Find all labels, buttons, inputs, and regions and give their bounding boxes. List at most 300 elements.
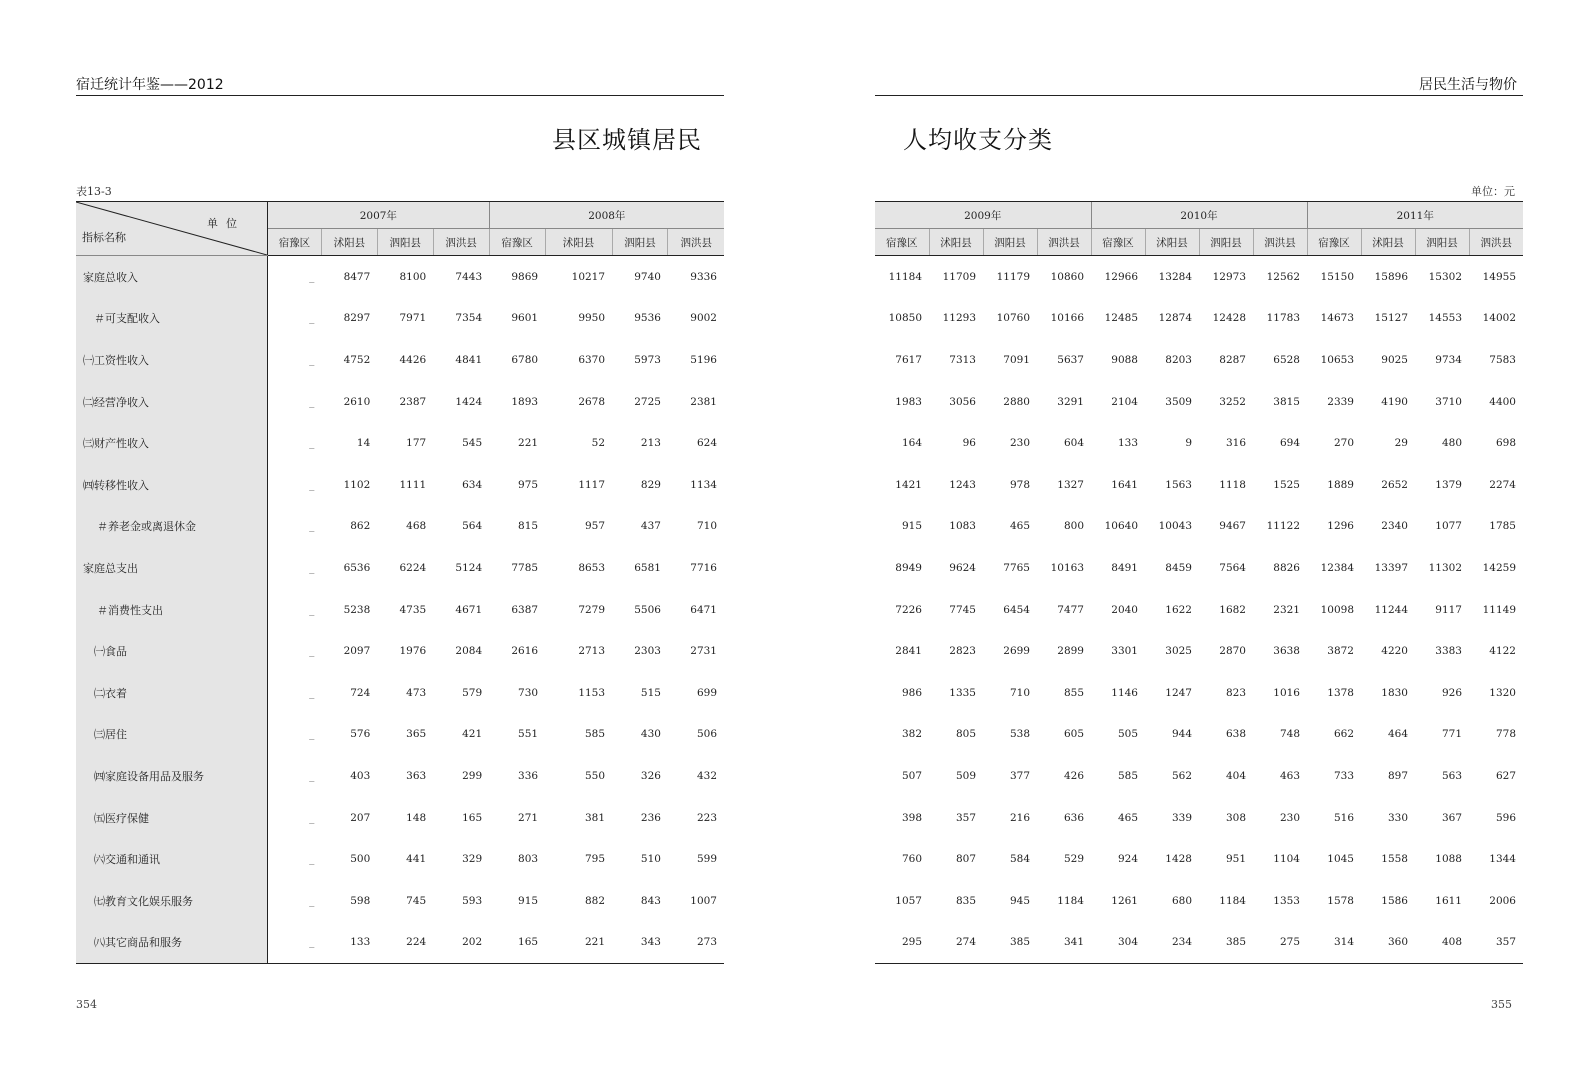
data-cell: _ — [309, 270, 315, 283]
data-cell: 604 — [1063, 437, 1084, 450]
data-cell: 336 — [518, 769, 539, 782]
data-cell: 699 — [696, 686, 717, 699]
data-cell: 805 — [955, 728, 976, 741]
row-label: ＃可支配收入 — [76, 298, 268, 340]
data-cell: 329 — [462, 853, 483, 866]
data-cell: 529 — [1063, 853, 1084, 866]
data-cell: 680 — [1171, 894, 1192, 907]
table-row — [875, 256, 1523, 298]
data-cell: 662 — [1333, 728, 1354, 741]
data-cell: 3638 — [1273, 645, 1300, 658]
data-cell: 177 — [406, 437, 427, 450]
data-cell: 724 — [350, 686, 371, 699]
data-cell: 14553 — [1428, 312, 1462, 325]
table-row — [875, 298, 1523, 340]
data-cell: 563 — [1441, 769, 1462, 782]
data-cell: 13397 — [1374, 561, 1408, 574]
data-cell: 550 — [585, 769, 606, 782]
data-cell: 5637 — [1057, 353, 1084, 366]
data-cell: 271 — [518, 811, 539, 824]
data-cell: 500 — [350, 853, 371, 866]
table-row — [875, 339, 1523, 381]
data-cell: 12966 — [1104, 270, 1138, 283]
data-cell: 314 — [1307, 922, 1361, 964]
data-cell: 975 — [518, 478, 539, 491]
data-cell: 733 — [1333, 769, 1354, 782]
data-cell: 15302 — [1428, 270, 1462, 283]
table-row — [875, 880, 1523, 922]
data-cell: 1184 — [1057, 894, 1084, 907]
data-cell: 5196 — [690, 353, 717, 366]
data-cell: 3815 — [1273, 395, 1300, 408]
data-cell: 2321 — [1273, 603, 1300, 616]
data-cell: 367 — [1441, 811, 1462, 824]
data-cell: 551 — [518, 728, 539, 741]
data-cell: 12874 — [1158, 312, 1192, 325]
data-cell: 6528 — [1273, 353, 1300, 366]
data-cell: 96 — [962, 437, 976, 450]
table-row — [76, 797, 724, 839]
data-cell: 1983 — [895, 395, 922, 408]
data-cell: 1102 — [343, 478, 371, 491]
data-cell: 915 — [518, 894, 539, 907]
data-cell: _ — [309, 728, 315, 741]
data-cell: 710 — [1009, 686, 1030, 699]
data-cell: 10640 — [1104, 520, 1138, 533]
data-cell: 1586 — [1381, 894, 1408, 907]
data-cell: 9002 — [690, 312, 717, 325]
data-cell: 10043 — [1158, 520, 1192, 533]
data-cell: 1830 — [1381, 686, 1408, 699]
data-cell: 339 — [1171, 811, 1192, 824]
row-label: ㈡经营净收入 — [76, 381, 268, 423]
data-cell: 5973 — [634, 353, 661, 366]
data-cell: 1976 — [399, 645, 427, 658]
corner-unit-label: 单位 — [207, 217, 245, 230]
data-cell: 398 — [901, 811, 922, 824]
table-row — [76, 381, 724, 423]
data-cell: 585 — [1117, 769, 1138, 782]
county-header: 泗洪县 — [668, 229, 724, 256]
data-cell: _ — [309, 478, 315, 491]
data-cell: 295 — [875, 922, 929, 964]
data-cell: 2725 — [634, 395, 661, 408]
data-cell: 274 — [929, 922, 983, 964]
data-cell: 800 — [1063, 520, 1084, 533]
data-cell: 12384 — [1320, 561, 1354, 574]
data-cell: 8297 — [343, 312, 371, 325]
data-cell: 10653 — [1320, 353, 1354, 366]
data-cell: 1083 — [949, 520, 976, 533]
data-cell: 862 — [350, 520, 371, 533]
county-header: 沭阳县 — [545, 229, 612, 256]
data-cell: 1563 — [1165, 478, 1192, 491]
county-header: 泗洪县 — [1037, 229, 1091, 256]
data-cell: 9336 — [690, 270, 717, 283]
data-cell: 216 — [1009, 811, 1030, 824]
data-cell: 944 — [1171, 728, 1192, 741]
row-label: 家庭总收入 — [76, 256, 268, 298]
data-cell: 11184 — [888, 270, 922, 283]
data-cell: 760 — [901, 853, 922, 866]
data-cell: 4220 — [1381, 645, 1408, 658]
year-header: 2009年 — [875, 202, 1091, 229]
data-cell: 3252 — [1219, 395, 1246, 408]
data-cell: 6780 — [511, 353, 539, 366]
data-cell: 6224 — [399, 561, 427, 574]
row-label: ㈣家庭设备用品及服务 — [76, 755, 268, 797]
data-cell: 882 — [585, 894, 606, 907]
county-header: 泗阳县 — [612, 229, 668, 256]
table-row — [76, 672, 724, 714]
data-cell: 473 — [406, 686, 427, 699]
data-cell: 148 — [406, 811, 427, 824]
data-cell: 1344 — [1489, 853, 1516, 866]
data-cell: 1889 — [1327, 478, 1354, 491]
data-cell: 224 — [377, 922, 433, 964]
data-cell: 815 — [518, 520, 539, 533]
data-cell: 4190 — [1381, 395, 1408, 408]
data-cell: _ — [268, 922, 322, 964]
data-cell: 2870 — [1219, 645, 1246, 658]
data-cell: 843 — [640, 894, 661, 907]
table-row — [875, 672, 1523, 714]
data-cell: _ — [309, 686, 315, 699]
data-cell: 404 — [1225, 769, 1246, 782]
data-cell: 230 — [1279, 811, 1300, 824]
data-cell: 11302 — [1428, 561, 1462, 574]
right-page-number: 355 — [1491, 998, 1512, 1011]
data-cell: 1611 — [1435, 894, 1462, 907]
data-cell: _ — [309, 769, 315, 782]
data-cell: 509 — [955, 769, 976, 782]
data-cell: 6581 — [634, 561, 661, 574]
data-cell: 2104 — [1111, 395, 1138, 408]
data-cell: 10098 — [1320, 603, 1354, 616]
data-cell: 7091 — [1003, 353, 1030, 366]
data-cell: 516 — [1333, 811, 1354, 824]
data-cell: 1525 — [1273, 478, 1300, 491]
data-cell: 2616 — [511, 645, 539, 658]
data-cell: 545 — [462, 437, 483, 450]
table-row — [76, 880, 724, 922]
table-row — [875, 506, 1523, 548]
data-cell: 299 — [462, 769, 483, 782]
right-page-header: 居民生活与物价 — [1419, 77, 1517, 93]
data-cell: 1379 — [1435, 478, 1462, 491]
data-cell: 8203 — [1165, 353, 1192, 366]
data-cell: 52 — [591, 437, 606, 450]
data-cell: 14673 — [1320, 312, 1354, 325]
table-row — [875, 838, 1523, 880]
data-cell: 4752 — [343, 353, 371, 366]
table-row — [76, 589, 724, 631]
data-cell: 10217 — [571, 270, 606, 283]
data-cell: 1622 — [1165, 603, 1192, 616]
row-label: ㈠食品 — [76, 630, 268, 672]
row-label: ＃养老金或离退休金 — [76, 506, 268, 548]
left-page-title: 县区城镇居民 — [552, 126, 702, 154]
data-cell: 2699 — [1003, 645, 1030, 658]
data-cell: 465 — [1117, 811, 1138, 824]
data-cell: 2731 — [690, 645, 717, 658]
data-cell: 694 — [1279, 437, 1300, 450]
data-cell: 1353 — [1273, 894, 1300, 907]
data-cell: 316 — [1225, 437, 1246, 450]
row-label: ㈣转移性收入 — [76, 464, 268, 506]
data-cell: 6387 — [511, 603, 539, 616]
data-cell: 7785 — [511, 561, 539, 574]
data-cell: 507 — [901, 769, 922, 782]
left-data-table — [76, 201, 724, 964]
row-label: ＃消费性支出 — [76, 589, 268, 631]
data-cell: 4122 — [1489, 645, 1516, 658]
data-cell: 468 — [406, 520, 427, 533]
data-cell: 9869 — [511, 270, 539, 283]
data-cell: 464 — [1387, 728, 1408, 741]
data-cell: _ — [309, 561, 315, 574]
data-cell: 463 — [1279, 769, 1300, 782]
data-cell: 426 — [1063, 769, 1084, 782]
table-row — [76, 464, 724, 506]
data-cell: 9740 — [634, 270, 661, 283]
data-cell: 897 — [1387, 769, 1408, 782]
table-number: 表13-3 — [76, 185, 112, 198]
data-cell: 15896 — [1374, 270, 1408, 283]
table-row — [76, 547, 724, 589]
data-cell: 579 — [462, 686, 483, 699]
table-row — [875, 589, 1523, 631]
data-cell: 2678 — [578, 395, 606, 408]
data-cell: 9117 — [1435, 603, 1462, 616]
county-header: 宿豫区 — [875, 229, 929, 256]
data-cell: 3872 — [1327, 645, 1354, 658]
data-cell: 3301 — [1111, 645, 1138, 658]
data-cell: 3710 — [1435, 395, 1462, 408]
data-cell: 7745 — [949, 603, 976, 616]
data-cell: 1117 — [578, 478, 606, 491]
data-cell: 745 — [406, 894, 427, 907]
data-cell: 1378 — [1327, 686, 1354, 699]
right-page-title: 人均收支分类 — [903, 126, 1053, 154]
data-cell: 304 — [1091, 922, 1145, 964]
data-cell: 377 — [1009, 769, 1030, 782]
data-cell: 2274 — [1489, 478, 1516, 491]
data-cell: 408 — [1415, 922, 1469, 964]
data-cell: _ — [309, 437, 315, 450]
table-row — [875, 922, 1523, 964]
data-cell: 2387 — [399, 395, 427, 408]
corner-name-label: 指标名称 — [82, 231, 126, 244]
table-row — [76, 630, 724, 672]
data-cell: 9025 — [1381, 353, 1408, 366]
data-cell: 12428 — [1212, 312, 1246, 325]
data-cell: 5238 — [343, 603, 371, 616]
data-cell: 164 — [901, 437, 922, 450]
county-header: 泗洪县 — [1469, 229, 1523, 256]
data-cell: 8459 — [1165, 561, 1192, 574]
data-cell: 14259 — [1482, 561, 1516, 574]
data-cell: 133 — [321, 922, 377, 964]
data-cell: 795 — [585, 853, 606, 866]
data-cell: 385 — [1199, 922, 1253, 964]
data-cell: 1077 — [1435, 520, 1462, 533]
data-cell: 624 — [696, 437, 717, 450]
data-cell: 803 — [518, 853, 539, 866]
table-row — [76, 838, 724, 880]
data-cell: 6471 — [690, 603, 717, 616]
data-cell: 7226 — [895, 603, 922, 616]
county-header: 宿豫区 — [1091, 229, 1145, 256]
data-cell: 10850 — [888, 312, 922, 325]
data-cell: 382 — [901, 728, 922, 741]
left-page-header: 宿迁统计年鉴——2012 — [76, 77, 224, 93]
data-cell: 8653 — [578, 561, 606, 574]
year-header: 2008年 — [489, 202, 724, 229]
data-cell: 1111 — [399, 478, 427, 491]
table-row — [875, 714, 1523, 756]
data-cell: 8100 — [399, 270, 427, 283]
table-corner-header — [76, 202, 268, 256]
data-cell: 7716 — [690, 561, 717, 574]
data-cell: 9 — [1185, 437, 1192, 450]
data-cell: 1320 — [1489, 686, 1516, 699]
data-cell: 421 — [462, 728, 483, 741]
data-cell: 11179 — [996, 270, 1030, 283]
data-cell: 1682 — [1219, 603, 1246, 616]
data-cell: 365 — [406, 728, 427, 741]
data-cell: 2339 — [1327, 395, 1354, 408]
data-cell: 270 — [1333, 437, 1354, 450]
data-cell: 9624 — [949, 561, 976, 574]
data-cell: 7477 — [1057, 603, 1084, 616]
data-cell: 1335 — [949, 686, 976, 699]
data-cell: 165 — [489, 922, 545, 964]
data-cell: 1007 — [690, 894, 717, 907]
data-cell: 357 — [955, 811, 976, 824]
data-cell: _ — [309, 603, 315, 616]
data-cell: _ — [309, 811, 315, 824]
row-label: ㈡衣着 — [76, 672, 268, 714]
table-row — [76, 922, 724, 964]
data-cell: 1578 — [1327, 894, 1354, 907]
data-cell: 510 — [640, 853, 661, 866]
county-header: 沭阳县 — [1145, 229, 1199, 256]
table-row — [76, 256, 724, 298]
county-header: 泗阳县 — [377, 229, 433, 256]
table-row — [875, 755, 1523, 797]
table-row — [76, 506, 724, 548]
data-cell: 5506 — [634, 603, 661, 616]
data-cell: 11122 — [1266, 520, 1300, 533]
county-header: 沭阳县 — [321, 229, 377, 256]
table-row — [875, 381, 1523, 423]
data-cell: 1327 — [1057, 478, 1084, 491]
data-cell: 1088 — [1435, 853, 1462, 866]
data-cell: 2340 — [1381, 520, 1408, 533]
data-cell: 10166 — [1050, 312, 1084, 325]
table-row — [76, 422, 724, 464]
row-label: ㈢居住 — [76, 714, 268, 756]
data-cell: 360 — [1361, 922, 1415, 964]
data-cell: 14955 — [1482, 270, 1516, 283]
data-cell: 4400 — [1489, 395, 1516, 408]
data-cell: 6454 — [1003, 603, 1030, 616]
data-cell: 8949 — [895, 561, 922, 574]
data-cell: 3383 — [1435, 645, 1462, 658]
data-cell: 12973 — [1212, 270, 1246, 283]
data-cell: 515 — [640, 686, 661, 699]
data-cell: 7564 — [1219, 561, 1246, 574]
data-cell: 437 — [640, 520, 661, 533]
data-cell: 29 — [1394, 437, 1408, 450]
right-header-rule — [875, 95, 1523, 96]
data-cell: 3056 — [949, 395, 976, 408]
data-cell: 133 — [1117, 437, 1138, 450]
data-cell: 1261 — [1111, 894, 1138, 907]
data-cell: 593 — [462, 894, 483, 907]
data-cell: 855 — [1063, 686, 1084, 699]
data-cell: 1424 — [455, 395, 483, 408]
data-cell: 441 — [406, 853, 427, 866]
data-cell: 698 — [1495, 437, 1516, 450]
data-cell: 2652 — [1381, 478, 1408, 491]
data-cell: 221 — [518, 437, 539, 450]
right-data-table — [875, 201, 1523, 964]
data-cell: 10163 — [1050, 561, 1084, 574]
data-cell: 9536 — [634, 312, 661, 325]
data-cell: 11783 — [1266, 312, 1300, 325]
data-cell: 7279 — [578, 603, 606, 616]
data-cell: 10760 — [996, 312, 1030, 325]
row-label: ㈤医疗保健 — [76, 797, 268, 839]
table-row — [875, 797, 1523, 839]
data-cell: 8491 — [1111, 561, 1138, 574]
data-cell: 730 — [518, 686, 539, 699]
data-cell: 480 — [1441, 437, 1462, 450]
data-cell: 6536 — [343, 561, 371, 574]
data-cell: 207 — [350, 811, 371, 824]
data-cell: 986 — [901, 686, 922, 699]
year-header: 2011年 — [1307, 202, 1523, 229]
data-cell: 363 — [406, 769, 427, 782]
data-cell: 926 — [1441, 686, 1462, 699]
county-header: 宿豫区 — [268, 229, 322, 256]
data-cell: 381 — [585, 811, 606, 824]
data-cell: 9734 — [1435, 353, 1462, 366]
data-cell: 584 — [1009, 853, 1030, 866]
data-cell: 576 — [350, 728, 371, 741]
data-cell: 564 — [462, 520, 483, 533]
data-cell: 596 — [1495, 811, 1516, 824]
year-header: 2010年 — [1091, 202, 1307, 229]
row-label: 家庭总支出 — [76, 547, 268, 589]
data-cell: 1104 — [1273, 853, 1300, 866]
data-cell: 7583 — [1489, 353, 1516, 366]
county-header: 泗阳县 — [983, 229, 1037, 256]
data-cell: 823 — [1225, 686, 1246, 699]
data-cell: 1785 — [1489, 520, 1516, 533]
data-cell: 9467 — [1219, 520, 1246, 533]
data-cell: 2713 — [578, 645, 606, 658]
data-cell: 1184 — [1219, 894, 1246, 907]
data-cell: 978 — [1009, 478, 1030, 491]
data-cell: 1558 — [1381, 853, 1408, 866]
data-cell: 598 — [350, 894, 371, 907]
county-header: 沭阳县 — [1361, 229, 1415, 256]
data-cell: 7354 — [455, 312, 483, 325]
data-cell: 2084 — [455, 645, 483, 658]
